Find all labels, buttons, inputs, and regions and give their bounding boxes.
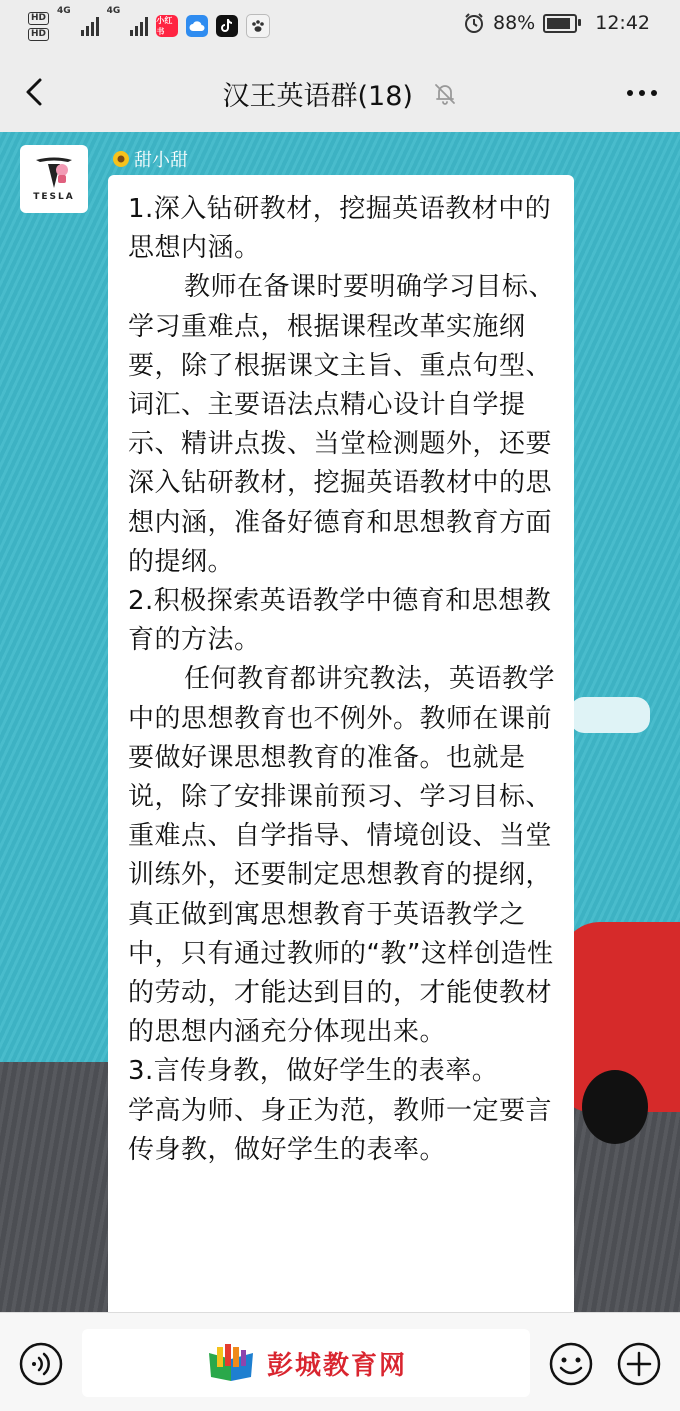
chat-title-wrap (0, 74, 680, 113)
sender-avatar[interactable] (20, 145, 88, 213)
watermark-text: 彭城教育网 (266, 1350, 407, 1381)
message-text (128, 190, 558, 1170)
voice-button[interactable] (18, 1341, 64, 1387)
wallpaper-wheel (582, 1070, 648, 1144)
message-input[interactable] (82, 1329, 530, 1397)
wallpaper-cloud (570, 697, 650, 733)
more-functions-button[interactable] (616, 1341, 662, 1387)
chat-area[interactable] (0, 132, 680, 1312)
more-options-button[interactable] (622, 76, 662, 110)
message-paragraph: 2.积极探索英语教学中德育和思想教育的方法。 (128, 586, 552, 656)
cloud-icon (186, 15, 208, 37)
sender-name: 甜小甜 (134, 150, 188, 171)
message-paragraph: 3.言传身教，做好学生的表率。 (128, 1056, 499, 1087)
clock-time: 12:42 (595, 12, 650, 34)
paw-icon (246, 14, 270, 38)
signal-icon-2 (130, 16, 148, 36)
xiaohongshu-icon: 小红书 (156, 15, 178, 37)
chat-title: 汉王英语群(18) (222, 81, 413, 112)
more-dots-icon (622, 76, 662, 110)
book-logo-icon (205, 1343, 257, 1383)
message-bubble[interactable] (108, 175, 574, 1312)
battery-fill (547, 18, 570, 29)
sunflower-icon (112, 150, 130, 168)
emoji-button[interactable] (548, 1341, 594, 1387)
network-type-2: 4G (106, 6, 121, 16)
hd-badge-2: HD (28, 28, 49, 41)
battery-percent: 88% (493, 12, 536, 34)
message-paragraph: 1.深入钻研教材，挖掘英语教材中的思想内涵。 (128, 194, 552, 264)
sender-name-row (112, 146, 188, 172)
status-bar (0, 0, 680, 52)
bell-off-icon (432, 81, 458, 107)
avatar-brand-text: TESLA (33, 192, 75, 202)
message-paragraph: 教师在备课时要明确学习目标、学习重难点，根据课程改革实施纲要，除了根据课文主旨、重点句型、词汇、主要语法点精心设计自学提示、精讲点拨、当堂检测题外，还要深入钻研教材，挖掘英语教材中的思想内涵，准备好德育和思想教育方面的提纲。 (128, 272, 556, 577)
plus-icon (616, 1341, 662, 1387)
message-paragraph: 学高为师、身正为范，教师一定要言传身教，做好学生的表率。 (128, 1095, 553, 1165)
hd-badge-1: HD (28, 12, 49, 25)
network-type-1: 4G (57, 6, 71, 16)
voice-icon (18, 1341, 64, 1387)
status-right (463, 12, 650, 34)
battery-icon (543, 14, 577, 33)
tesla-logo-icon (32, 156, 76, 190)
input-toolbar (0, 1312, 680, 1411)
alarm-icon (463, 12, 485, 34)
tiktok-icon (216, 15, 238, 37)
signal-icon-1 (81, 16, 99, 36)
emoji-icon (548, 1341, 594, 1387)
chat-header (0, 52, 680, 132)
message-paragraph: 任何教育都讲究教法，英语教学中的思想教育也不例外。教师在课前要做好课思想教育的准备。也就是说，除了安排课前预习、学习目标、重难点、自学指导、情境创设、当堂训练外，还要制定思想教育的提纲，真正做到寓思想教育于英语教学之中，只有通过教师的“教”这样创造性的劳动，才能达到目的，才能使教材的思想内涵充分体现出来。 (128, 664, 556, 1048)
status-left (28, 6, 270, 46)
